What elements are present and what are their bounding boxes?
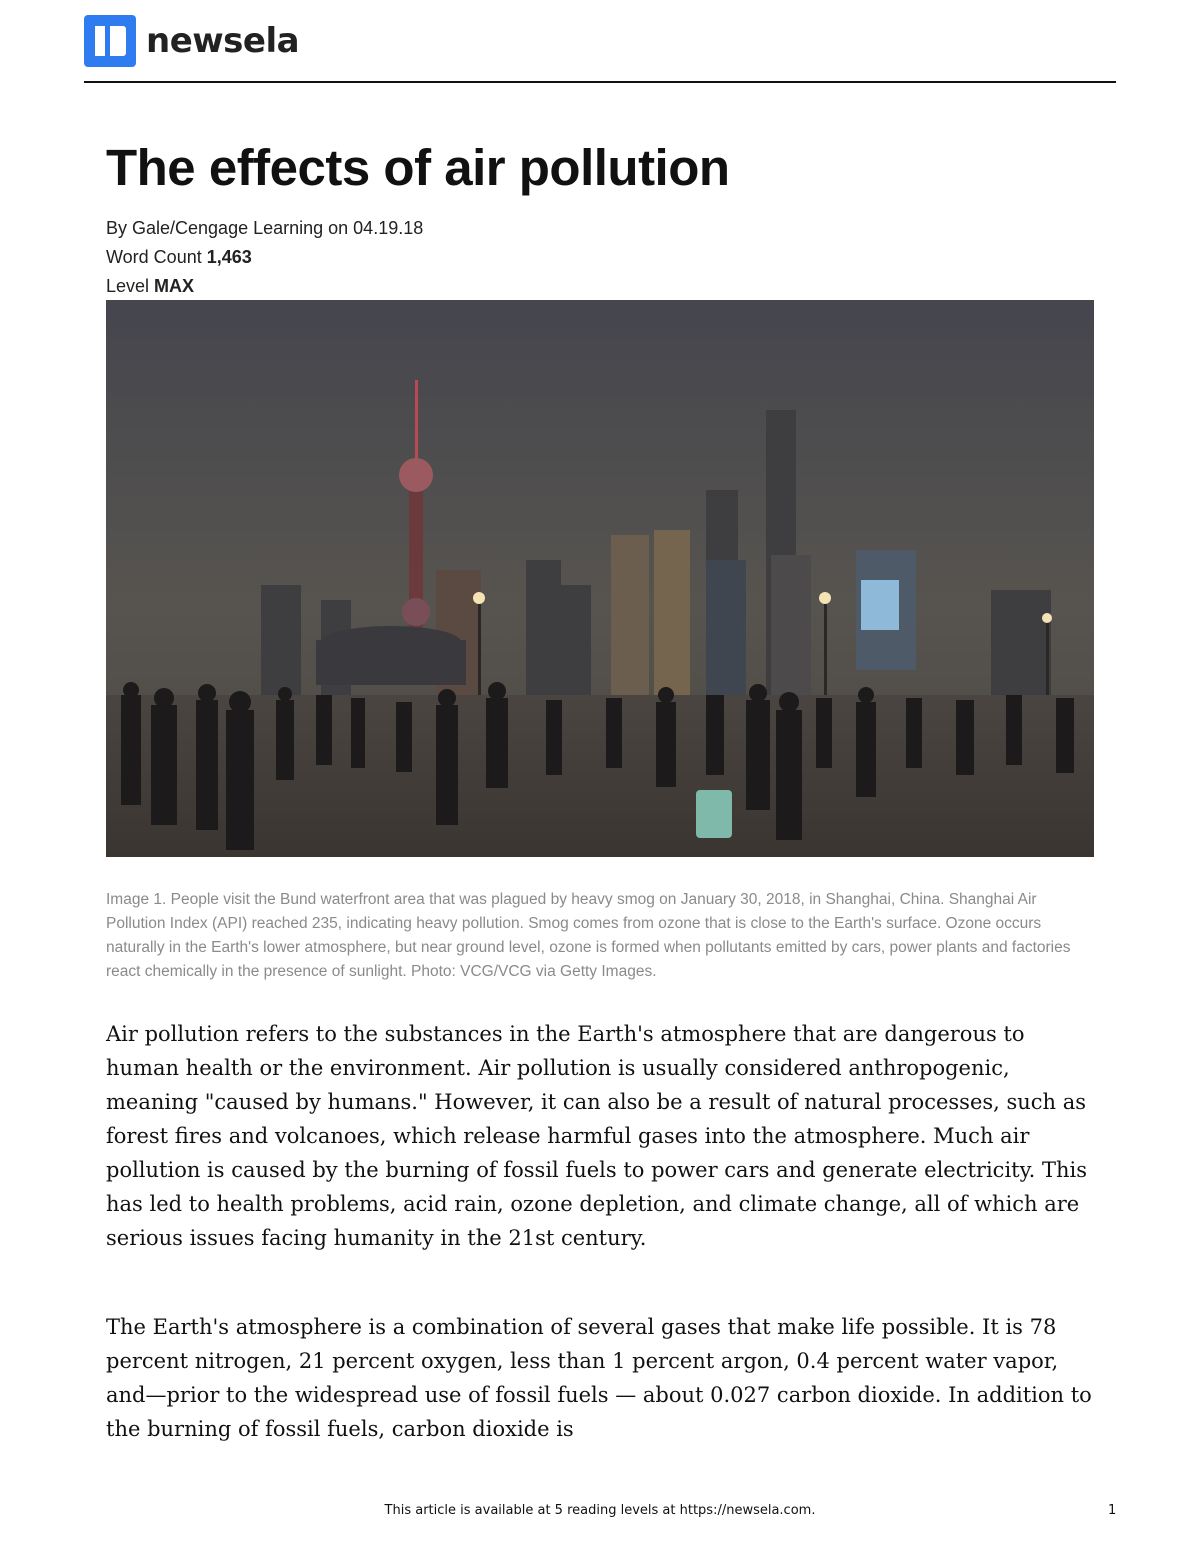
header [84,13,299,69]
brand-name: newsela [146,21,300,61]
level-value: MAX [154,276,195,296]
word-count-value: 1,463 [206,247,252,267]
article-meta [106,214,423,301]
word-count-label: Word Count [106,247,202,267]
page-footer [0,1501,1200,1523]
body-paragraph: The Earth's atmosphere is a combination of several gases that make life possible. It is 78 percent nitrogen, 21 percent oxygen, less than 1 percent argon, 0.4 percent water vapor, and—prior to the widespread use of fossil fuels — about 0.027 carbon dioxide. In addition to the burning of fossil fuels, carbon dioxide is [106,1315,1092,1441]
footer-note: This article is available at 5 reading levels at https://newsela.com. [384,1503,816,1518]
reading-level [106,272,423,301]
word-count [106,243,423,272]
article-photo [106,300,1094,857]
header-divider [84,81,1116,83]
image-caption: Image 1. People visit the Bund waterfront area that was plagued by heavy smog on January 30, 2018, in Shanghai, China. Shanghai Air Pollution Index (API) reached 235, indicating heavy pollution. Smog comes from ozone that is close to the Earth's surface. Ozone occurs naturally in the Earth's lower atmosphere, but near ground level, ozone is formed when pollutants emitted by cars, power plants and factories react chemically in the presence of sunlight. Photo: VCG/VCG via Getty Images. [106,891,1071,980]
body-paragraph: Air pollution refers to the substances in the Earth's atmosphere that are dangerous to human health or the environment. Air pollution is usually considered anthropogenic, meaning "caused by humans." However, it can also be a result of natural processes, such as forest fires and volcanoes, which release harmful gases into the atmosphere. Much air pollution is caused by the burning of fossil fuels to power cars and generate electricity. This has led to health problems, acid rain, ozone depletion, and climate change, all of which are serious issues facing humanity in the 21st century. [106,1022,1088,1250]
article-title: The effects of air pollution [106,139,730,196]
newsela-logo-icon [84,15,136,67]
page-number: 1 [1108,1503,1117,1518]
level-label: Level [106,276,150,296]
byline: By Gale/Cengage Learning on 04.19.18 [106,218,424,238]
